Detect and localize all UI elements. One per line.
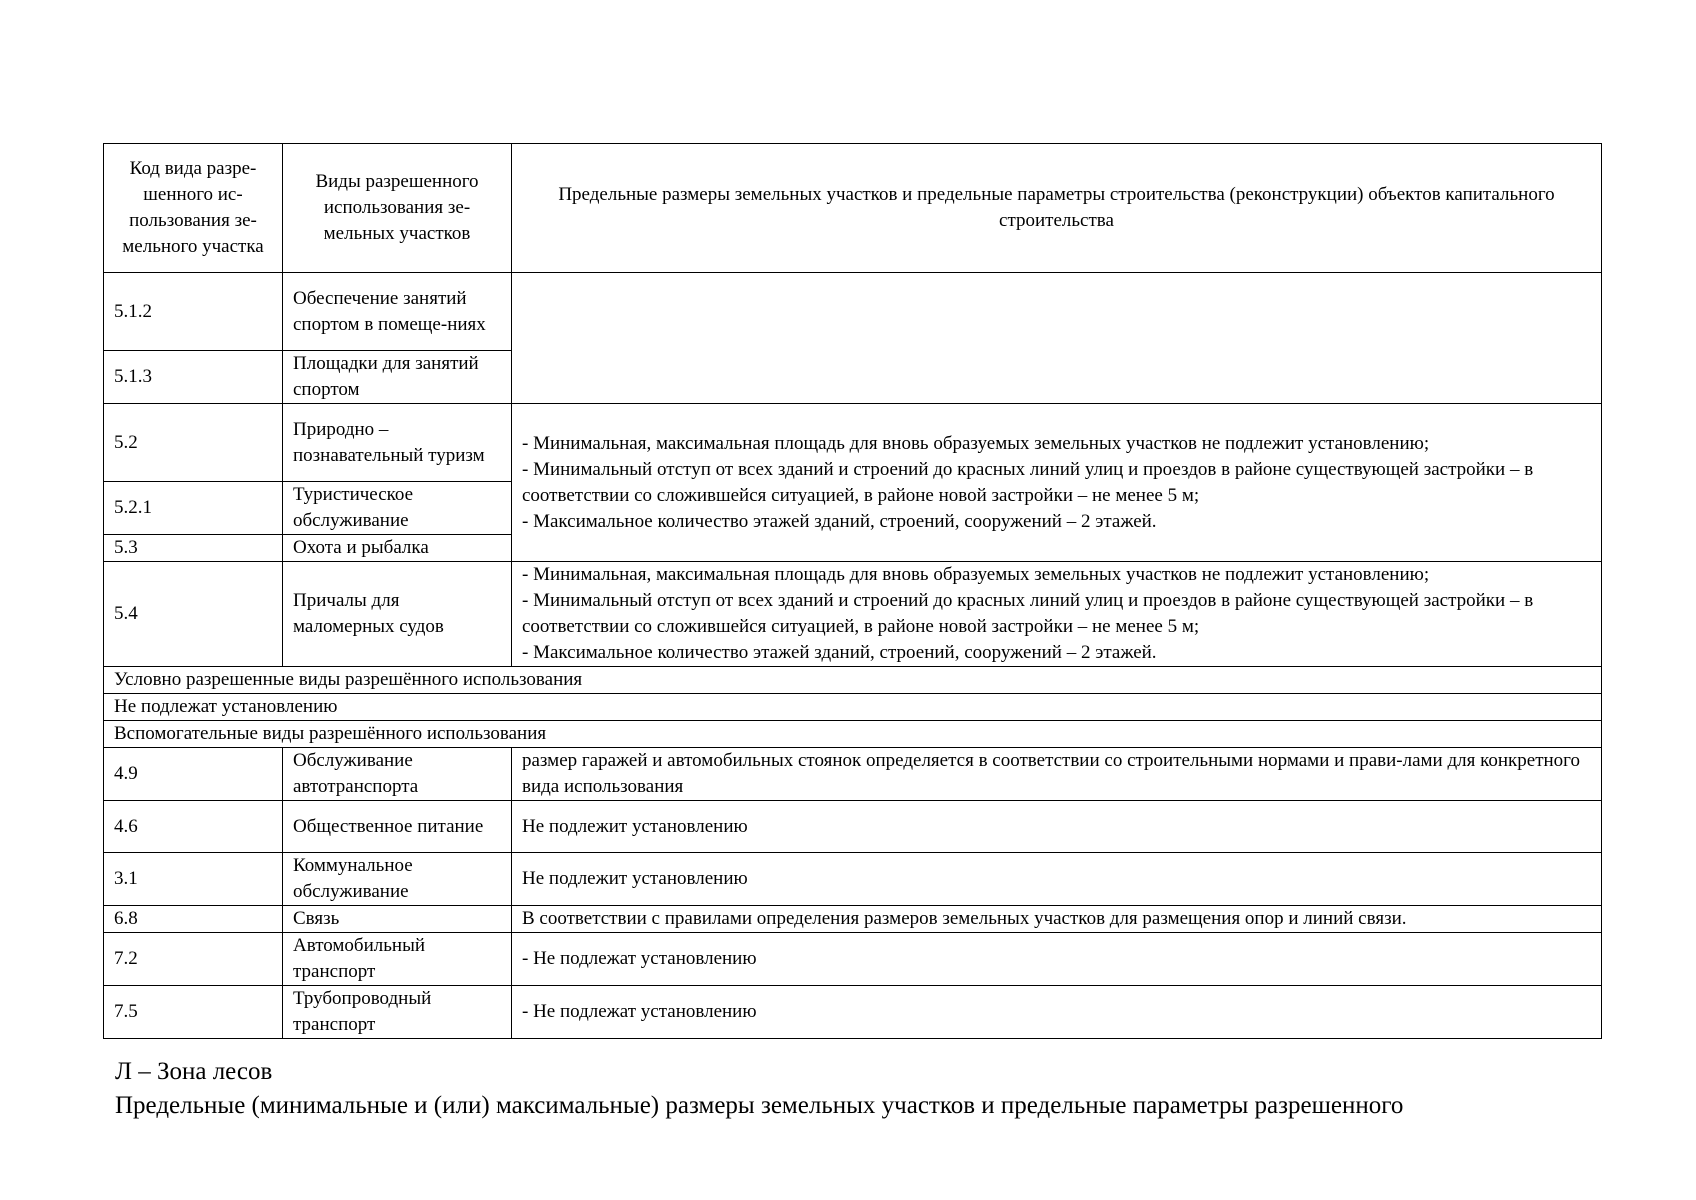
row-params: размер гаражей и автомобильных стоянок определяется в соответствии со строительными нормами и прави-лами для конкретного вида использования	[512, 748, 1602, 801]
table-row	[104, 933, 1602, 986]
conditional-value-row	[104, 694, 1602, 721]
row-params: Не подлежит установлению	[512, 853, 1602, 906]
row-code: 3.1	[104, 853, 283, 906]
row-params-group-b	[512, 562, 1602, 667]
row-params-empty	[512, 273, 1602, 404]
header-code: Код вида разре-шенного ис-пользования зе-мельного участка	[104, 144, 283, 273]
table-row	[104, 562, 1602, 667]
row-name: Общественное питание	[283, 801, 512, 853]
row-params: - Не подлежат установлению	[512, 933, 1602, 986]
row-name: Обеспечение занятий спортом в помеще-ниях	[283, 273, 512, 351]
row-code: 7.2	[104, 933, 283, 986]
row-name: Трубопроводный транспорт	[283, 986, 512, 1039]
row-code: 5.1.3	[104, 351, 283, 404]
row-code: 5.2.1	[104, 482, 283, 535]
row-params: В соответствии с правилами определения размеров земельных участков для размещения опор и линий связи.	[512, 906, 1602, 933]
table-row	[104, 404, 1602, 482]
row-code: 5.1.2	[104, 273, 283, 351]
section-row-conditional	[104, 667, 1602, 694]
row-params: - Не подлежат установлению	[512, 986, 1602, 1039]
table-row	[104, 801, 1602, 853]
section-title-conditional: Условно разрешенные виды разрешённого использования	[104, 667, 1602, 694]
zone-title: Л – Зона лесов	[115, 1058, 273, 1085]
table-row	[104, 906, 1602, 933]
param-line: - Максимальное количество этажей зданий, строений, сооружений – 2 этажей.	[522, 642, 1157, 663]
param-line: - Максимальное количество этажей зданий, строений, сооружений – 2 этажей.	[522, 510, 1157, 532]
table-row	[104, 853, 1602, 906]
table-row	[104, 748, 1602, 801]
conditional-value: Не подлежат установлению	[104, 694, 1602, 721]
zone-description: Предельные (минимальные и (или) максимальные) размеры земельных участков и предельные параметры разрешенного	[115, 1092, 1404, 1119]
param-line: - Минимальный отступ от всех зданий и строений до красных линий улиц и проездов в районе существующей застройки – в соответствии со сложившейся ситуацией, в районе новой застройки – не менее 5 м;	[522, 590, 1534, 637]
row-params-group-a	[512, 404, 1602, 562]
section-title-auxiliary: Вспомогательные виды разрешённого использования	[104, 721, 1602, 748]
row-name: Охота и рыбалка	[283, 535, 512, 562]
param-line: - Минимальная, максимальная площадь для вновь образуемых земельных участков не подлежит установлению;	[522, 432, 1430, 454]
row-code: 4.6	[104, 801, 283, 853]
row-name: Автомобильный транспорт	[283, 933, 512, 986]
section-row-auxiliary	[104, 721, 1602, 748]
table-header-row	[104, 144, 1602, 273]
row-name: Площадки для занятий спортом	[283, 351, 512, 404]
row-name: Природно – познавательный туризм	[283, 404, 512, 482]
row-code: 7.5	[104, 986, 283, 1039]
row-code: 5.4	[104, 562, 283, 667]
land-use-table	[103, 143, 1602, 1039]
row-name: Коммунальное обслуживание	[283, 853, 512, 906]
table-row	[104, 273, 1602, 351]
row-code: 4.9	[104, 748, 283, 801]
row-name: Обслуживание автотранспорта	[283, 748, 512, 801]
header-params: Предельные размеры земельных участков и предельные параметры строительства (реконструкции) объектов капитального строительства	[512, 144, 1602, 273]
row-name: Причалы для маломерных судов	[283, 562, 512, 667]
row-code: 6.8	[104, 906, 283, 933]
param-line: - Минимальная, максимальная площадь для вновь образуемых земельных участков не подлежит установлению;	[522, 564, 1430, 585]
row-code: 5.3	[104, 535, 283, 562]
row-name: Туристическое обслуживание	[283, 482, 512, 535]
header-type: Виды разрешенного использования зе-мельных участков	[283, 144, 512, 273]
param-line: - Минимальный отступ от всех зданий и строений до красных линий улиц и проездов в районе существующей застройки – в соответствии со сложившейся ситуацией, в районе новой застройки – не менее 5 м;	[522, 458, 1534, 506]
row-params: Не подлежит установлению	[512, 801, 1602, 853]
row-code: 5.2	[104, 404, 283, 482]
table-row	[104, 986, 1602, 1039]
row-name: Связь	[283, 906, 512, 933]
